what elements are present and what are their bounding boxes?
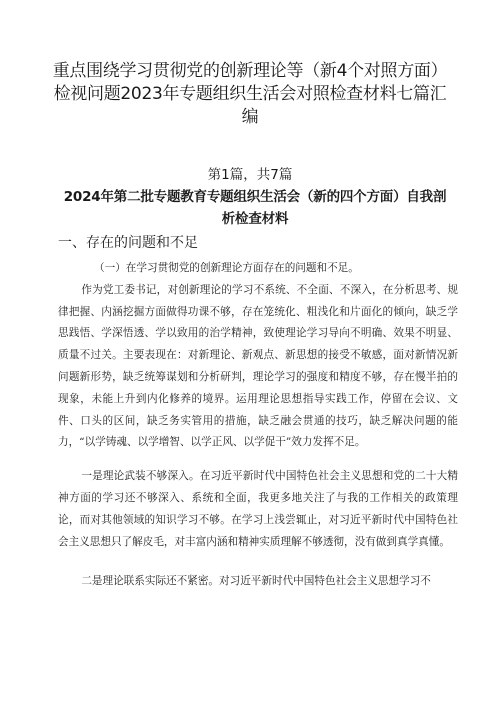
subsection-heading: （一）在学习贯彻党的创新理论方面存在的问题和不足。 <box>94 262 359 274</box>
section-heading: 一、存在的问题和不足 <box>58 235 198 251</box>
body-paragraph: 作为党工委书记，对创新理论的学习不系统、不全面、不深入，在分析思考、规律把握、内涵挖掘方面做得功课不够，存在笼统化、粗浅化和片面化的倾向，缺乏学思践悟、学深悟透、学以致用的治学精神，致使理论学习导向不明确、效果不明显、质量不过关。主要表现在：对新理论、新观点、新思想的接受不敏感，面对新情况新问题新形势，缺乏统筹谋划和分析研判，理论学习的强度和精度不够，存在慢半拍的现象，未能上升到内化修养的境界。运用理论思想指导实践工作，停留在会议、文件、口头的区间，缺乏务实管用的措施，缺乏融会贯通的技巧，缺乏解决问题的能力，“以学铸魂、以学增智、以学正风、以学促干”效力发挥不足。 <box>58 283 458 449</box>
body-paragraph: 一是理论武装不够深入。在习近平新时代中国特色社会主义思想和党的二十大精神方面的学习还不够深入、系统和全面，我更多地关注了与我的工作相关的政策理论，而对其他领域的知识学习不够。在学习上浅尝辄止，对习近平新时代中国特色社会主义思想只了解皮毛，对丰富内涵和精神实质理解不够透彻，没有做到真学真懂。 <box>58 470 458 548</box>
document-subtitle: 2024年第二批专题教育专题组织生活会（新的四个方面）自我剖析检查材料 <box>63 189 447 227</box>
chapter-indicator: 第1篇，共7篇 <box>207 167 293 183</box>
body-paragraph: 二是理论联系实际还不紧密。对习近平新时代中国特色社会主义思想学习不 <box>81 575 431 588</box>
document-body <box>58 258 458 593</box>
document-title: 重点围绕学习贯彻党的创新理论等（新4个对照方面）检视问题2023年专题组织生活会对照检查材料七篇汇编 <box>52 61 448 127</box>
